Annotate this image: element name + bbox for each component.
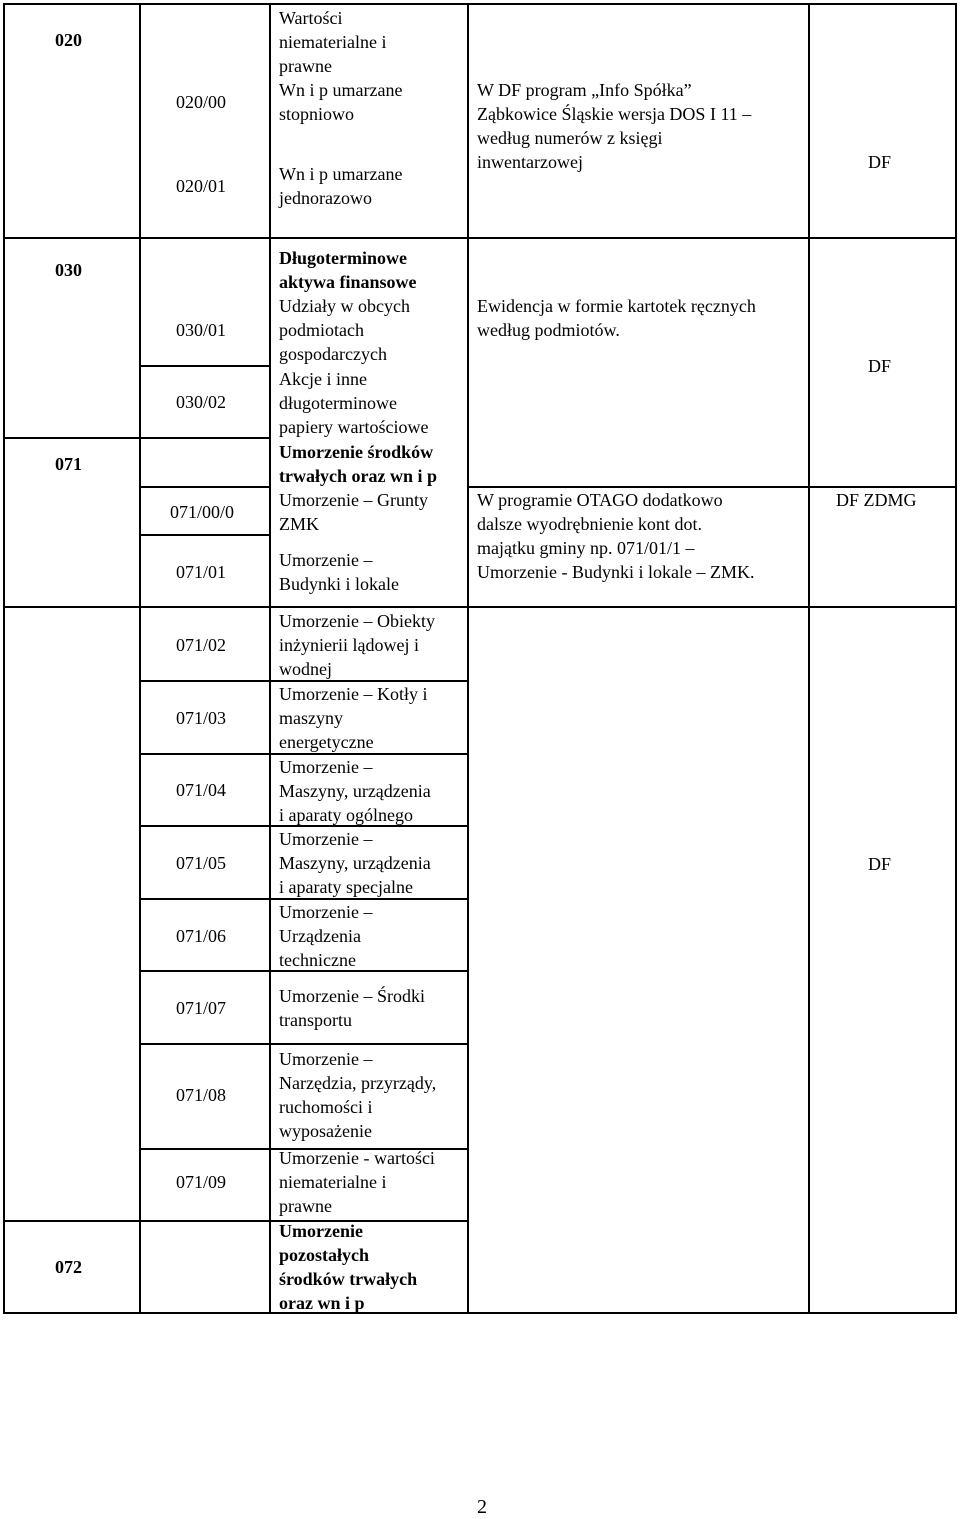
- account-description: Umorzenie –: [279, 829, 373, 849]
- group-number: 030: [55, 260, 82, 280]
- note-text: W DF program „Info Spółka”: [477, 80, 692, 100]
- account-number: 030/02: [176, 392, 227, 412]
- account-description: i aparaty ogólnego: [279, 805, 413, 825]
- note-text: dalsze wyodrębnienie kont dot.: [477, 514, 702, 534]
- account-description: jednorazowo: [279, 188, 372, 208]
- note-text: Ząbkowice Śląskie wersja DOS I 11 –: [477, 104, 752, 124]
- account-description: Umorzenie – Obiekty: [279, 611, 435, 631]
- column-divider: [269, 3, 271, 1314]
- account-number: 071/09: [176, 1172, 227, 1192]
- row-divider: [3, 1220, 139, 1222]
- account-description: Maszyny, urządzenia: [279, 781, 431, 801]
- account-description: niematerialne i: [279, 1172, 387, 1192]
- account-description: Wn i p umarzane: [279, 164, 403, 184]
- account-number: 071/00/0: [170, 502, 235, 522]
- account-number: 071/05: [176, 853, 227, 873]
- account-description: Narzędzia, przyrządy,: [279, 1073, 437, 1093]
- row-divider: [3, 437, 139, 439]
- group-number: 071: [55, 454, 82, 474]
- account-number: 071/07: [176, 998, 227, 1018]
- account-title: prawne: [279, 56, 332, 76]
- account-description: inżynierii lądowej i: [279, 635, 419, 655]
- account-description: energetyczne: [279, 732, 374, 752]
- row-divider: [139, 1043, 469, 1045]
- account-number: 071/03: [176, 708, 227, 728]
- column-divider: [139, 3, 141, 1314]
- account-description: Udziały w obcych: [279, 296, 410, 316]
- note-text: Umorzenie - Budynki i lokale – ZMK.: [477, 562, 755, 582]
- note-text: majątku gminy np. 071/01/1 –: [477, 538, 695, 558]
- owner-label: DF: [868, 854, 892, 874]
- account-description: Umorzenie –: [279, 902, 373, 922]
- account-description: Umorzenie –: [279, 1049, 373, 1069]
- account-description: ZMK: [279, 514, 319, 534]
- table-border-bottom: [3, 1312, 957, 1314]
- account-description: Umorzenie –: [279, 757, 373, 777]
- group-number: 072: [55, 1257, 82, 1277]
- group-number: 020: [55, 30, 82, 50]
- account-description: ruchomości i: [279, 1097, 373, 1117]
- column-divider: [467, 3, 469, 1314]
- account-description: Umorzenie – Grunty: [279, 490, 428, 510]
- account-description: wyposażenie: [279, 1121, 372, 1141]
- account-description: wodnej: [279, 659, 332, 679]
- row-divider: [139, 534, 269, 536]
- account-description: długoterminowe: [279, 393, 397, 413]
- account-number: 071/06: [176, 926, 227, 946]
- account-description: Umorzenie –: [279, 550, 373, 570]
- account-number: 020/00: [176, 92, 227, 112]
- account-description: gospodarczych: [279, 344, 387, 364]
- note-text: według numerów z księgi: [477, 128, 663, 148]
- account-number: 030/01: [176, 320, 227, 340]
- account-title: niematerialne i: [279, 32, 387, 52]
- owner-label: DF: [868, 152, 892, 172]
- account-description: transportu: [279, 1010, 352, 1030]
- row-divider: [3, 606, 957, 608]
- account-description: techniczne: [279, 950, 356, 970]
- note-text: inwentarzowej: [477, 152, 583, 172]
- account-title: trwałych oraz wn i p: [279, 466, 437, 486]
- account-title: aktywa finansowe: [279, 272, 417, 292]
- owner-label: DF ZDMG: [836, 490, 917, 510]
- page-number: 2: [477, 1496, 487, 1518]
- account-description: Umorzenie - wartości: [279, 1148, 435, 1168]
- account-description: Akcje i inne: [279, 369, 367, 389]
- account-title: Umorzenie środków: [279, 442, 434, 462]
- row-divider: [139, 486, 269, 488]
- account-description: Urządzenia: [279, 926, 361, 946]
- account-description: Umorzenie – Kotły i: [279, 684, 428, 704]
- account-number: 071/02: [176, 635, 227, 655]
- column-divider: [808, 3, 810, 1314]
- account-title: środków trwałych: [279, 1269, 418, 1289]
- account-number: 071/01: [176, 562, 227, 582]
- account-description: Budynki i lokale: [279, 574, 399, 594]
- account-title: oraz wn i p: [279, 1293, 365, 1313]
- account-description: papiery wartościowe: [279, 417, 429, 437]
- account-description: Maszyny, urządzenia: [279, 853, 431, 873]
- account-number: 020/01: [176, 176, 227, 196]
- row-divider: [139, 437, 269, 439]
- account-description: i aparaty specjalne: [279, 877, 413, 897]
- owner-label: DF: [868, 356, 892, 376]
- note-text: według podmiotów.: [477, 320, 620, 340]
- account-title: Wartości: [279, 8, 343, 28]
- note-text: W programie OTAGO dodatkowo: [477, 490, 723, 510]
- account-description: Wn i p umarzane: [279, 80, 403, 100]
- account-description: maszyny: [279, 708, 343, 728]
- table-border-top: [3, 3, 957, 5]
- account-title: Długoterminowe: [279, 248, 407, 268]
- row-divider: [139, 365, 269, 367]
- table-border-left: [3, 3, 5, 1314]
- account-description: podmiotach: [279, 320, 364, 340]
- account-number: 071/04: [176, 780, 227, 800]
- account-title: pozostałych: [279, 1245, 369, 1265]
- account-title: Umorzenie: [279, 1221, 363, 1241]
- table-border-right: [955, 3, 957, 1314]
- account-description: Umorzenie – Środki: [279, 986, 425, 1006]
- account-number: 071/08: [176, 1085, 227, 1105]
- note-text: Ewidencja w formie kartotek ręcznych: [477, 296, 756, 316]
- account-description: stopniowo: [279, 104, 355, 124]
- row-divider: [3, 237, 957, 239]
- account-description: prawne: [279, 1196, 332, 1216]
